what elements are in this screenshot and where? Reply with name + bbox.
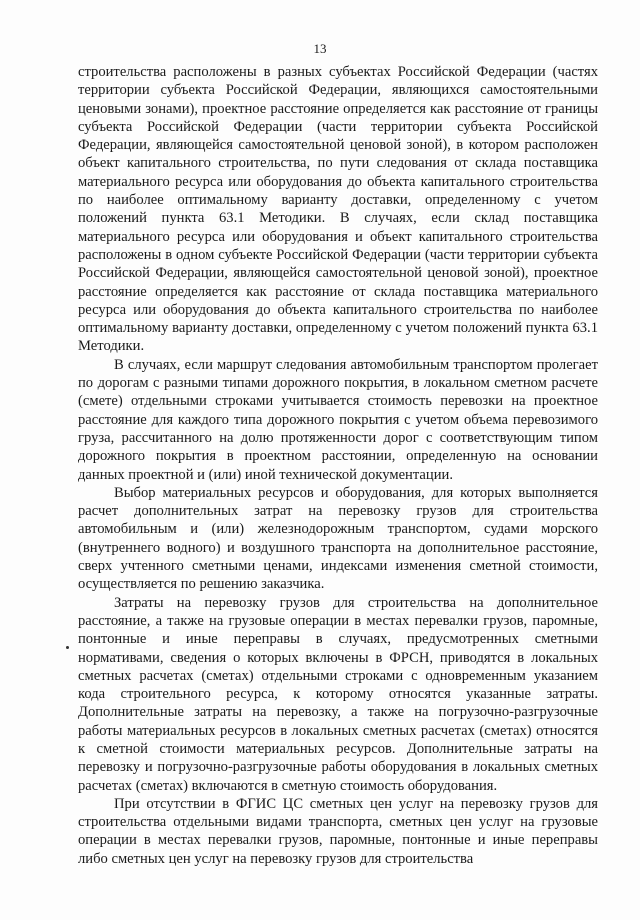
- scan-dot: [66, 646, 69, 649]
- paragraph-5: При отсутствии в ФГИС ЦС сметных цен услуг на перевозку грузов для строительства отдельными видами транспорта, сметных цен услуг на грузовые операции в местах перевалки грузов, паромные, понтонные и иные переправы либо сметных цен услуг на перевозку грузов для строительства: [78, 795, 598, 867]
- page-number: 13: [313, 41, 327, 56]
- body-text: [78, 63, 598, 868]
- paragraph-3: Выбор материальных ресурсов и оборудования, для которых выполняется расчет дополнительных затрат на перевозку грузов для строительства автомобильным и (или) железнодорожным транспортом, судами морского (внутреннего водного) и воздушного транспорта на дополнительное расстояние, сверх учтенного сметными ценами, индексами изменения сметной стоимости, осуществляется по решению заказчика.: [78, 484, 598, 593]
- paragraph-4: Затраты на перевозку грузов для строительства на дополнительное расстояние, а также на грузовые операции в местах перевалки грузов, паромные, понтонные и иные переправы в случаях, предусмотренных сметными нормативами, сведения о которых включены в ФРСН, приводятся в локальных сметных расчетах (сметах) отдельными строками с одновременным указанием кода строительного ресурса, к которому относятся указанные затраты. Дополнительные затраты на перевозку, а также на погрузочно-разгрузочные работы материальных ресурсов в локальных сметных расчетах (сметах) относятся к сметной стоимости материальных ресурсов. Дополнительные затраты на перевозку и погрузочно-разгрузочные работы оборудования в локальных сметных расчетах (сметах) включаются в сметную стоимость оборудования.: [78, 594, 598, 794]
- paragraph-2: В случаях, если маршрут следования автомобильным транспортом пролегает по дорогам с разными типами дорожного покрытия, в локальном сметном расчете (смете) отдельными строками учитывается стоимость перевозки на проектное расстояние для каждого типа дорожного покрытия с учетом объема перевозимого груза, рассчитанного на долю протяженности дорог с соответствующим типом дорожного покрытия в проектном расстоянии, определенную на основании данных проектной и (или) иной технической документации.: [78, 356, 598, 483]
- paragraph-1: строительства расположены в разных субъектах Российской Федерации (частях территории субъекта Российской Федерации, являющихся самостоятельными ценовыми зонами), проектное расстояние определяется как расстояние от границы субъекта Российской Федерации (части территории субъекта Российской Федерации, являющейся самостоятельной ценовой зоной), в котором расположен объект капитального строительства, по пути следования от склада поставщика материального ресурса или оборудования до объекта капитального строительства по наиболее оптимальному варианту доставки, определенному с учетом положений пункта 63.1 Методики. В случаях, если склад поставщика материального ресурса или оборудования и объект капитального строительства расположены в одном субъекте Российской Федерации (части территории субъекта Российской Федерации, являющейся самостоятельной ценовой зоной), проектное расстояние определяется как расстояние от склада поставщика материального ресурса или оборудования до объекта капитального строительства по наиболее оптимальному варианту доставки, определенному с учетом положений пункта 63.1 Методики.: [78, 64, 598, 355]
